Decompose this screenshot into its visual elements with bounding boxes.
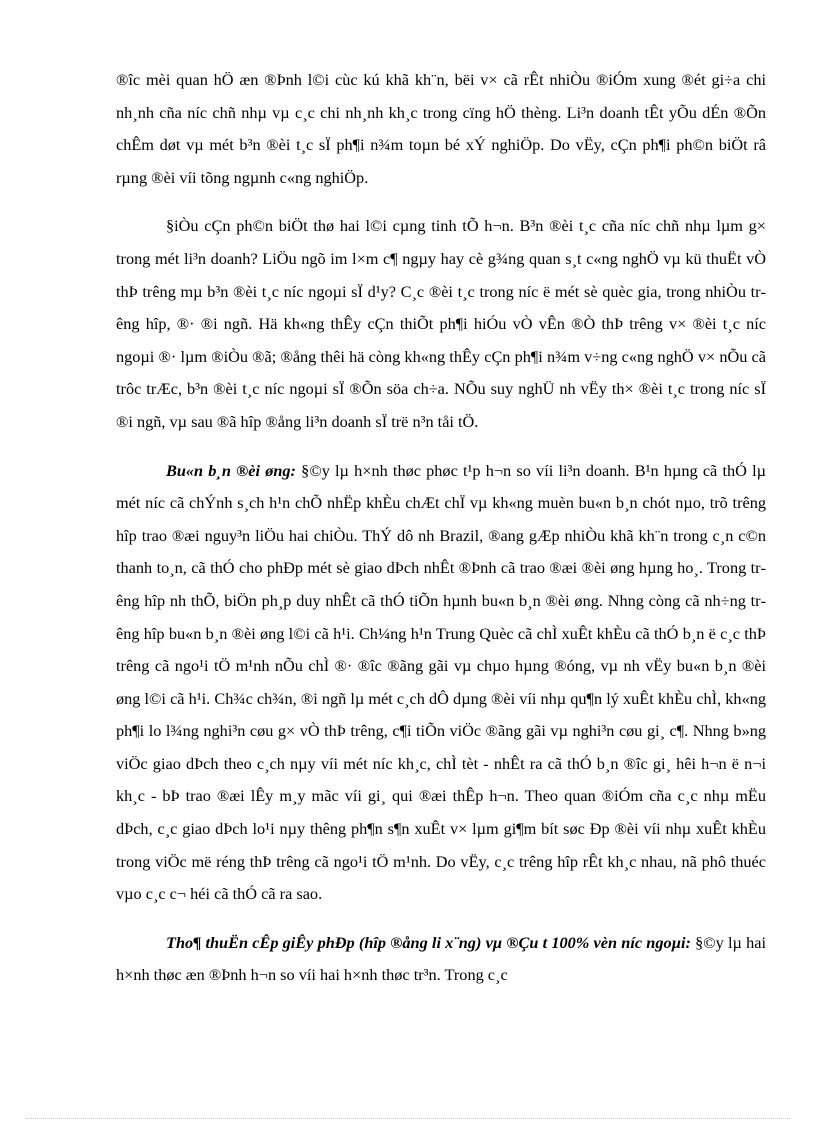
paragraph-gap bbox=[116, 911, 766, 927]
paragraph-1 bbox=[116, 64, 766, 194]
document-page bbox=[116, 64, 766, 992]
paragraph-3-heading: Bu«n b¸n ®èi øng: bbox=[166, 460, 296, 480]
paragraph-3 bbox=[116, 455, 766, 911]
paragraph-4 bbox=[116, 927, 766, 992]
paragraph-gap bbox=[116, 439, 766, 455]
paragraph-2-text: §iÒu cÇn ph©n biÖt thø hai l©i cµng tinh tÕ h¬n. B³n ®èi t¸c cña níc chñ nhµ lµm g× trong mét li³n doanh? LiÖu ngõ im l×m c¶ ngµy hay cè g¾ng quan s¸t c«ng nghÖ vµ kü thuËt vÒ thÞ trêng mµ b³n ®èi t¸c níc ngoµi sÏ d¹y? C¸c ®èi t¸c trong níc ë mét sè quèc gia, trong nhiÒu trêng hîp, ®· ®i ngñ. Hä kh«ng thÊy cÇn thiÕt ph¶i hiÓu vÒ vÊn ®Ò thÞ trêng v× ®èi t¸c níc ngoµi ®· lµm ®iÒu ®ã; ®ång thêi hä còng kh«ng thÊy cÇn ph¶i n¾m v÷ng c«ng nghÖ v× nÕu cã trôc trÆc, b³n ®èi t¸c níc ngoµi sÏ ®Õn söa ch÷a. NÕu suy nghÜ nh vËy th× ®èi t¸c trong níc sÏ ®i ngñ, vµ sau ®ã hîp ®ång li³n doanh sÏ trë n³n tåi tÖ. bbox=[116, 216, 766, 431]
paragraph-4-text: §©y lµ hai h×nh thøc æn ®Þnh h¬n so víi hai h×nh thøc tr³n. Trong c¸c bbox=[116, 932, 766, 985]
paragraph-4-heading: Tho¶ thuËn cÊp giÊy phÐp (hîp ®ång li x¨ng) vµ ®Çu t 100% vèn níc ngoµi: bbox=[166, 932, 691, 952]
paragraph-1-text: ®îc mèi quan hÖ æn ®Þnh l©i cùc kú khã kh¨n, bëi v× cã rÊt nhiÒu ®iÓm xung ®ét gi÷a chi nh¸nh cña níc chñ nhµ vµ c¸c chi nh¸nh kh¸c trong cïng hÖ thèng. Li³n doanh tÊt yÕu dÉn ®Õn chÊm døt vµ mét b³n ®èi t¸c sÏ ph¶i n¾m toµn bé xÝ nghiÖp. Do vËy, cÇn ph¶i ph©n biÖt râ rµng ®èi víi tõng ngµnh c«ng nghiÖp. bbox=[116, 70, 766, 187]
paragraph-gap bbox=[116, 194, 766, 210]
page-bottom-border bbox=[26, 1118, 790, 1119]
paragraph-2 bbox=[116, 210, 766, 438]
paragraph-3-text: §©y lµ h×nh thøc phøc t¹p h¬n so víi li³n doanh. B¹n hµng cã thÓ lµ mét níc cã chÝnh s¸ch h¹n chÕ nhËp khÈu chÆt chÏ vµ kh«ng muèn bu«n b¸n chót nµo, trõ trêng hîp trao ®æi nguy³n liÖu hai chiÒu. ThÝ dô nh Brazil, ®ang gÆp nhiÒu khã kh¨n trong c¸n c©n thanh to¸n, cã thÓ cho phÐp mét sè giao dÞch nhÊt ®Þnh cã trao ®æi ®èi øng hµng ho¸. Trong trêng hîp nh thÕ, biÖn ph¸p duy nhÊt cã thÓ tiÕn hµnh bu«n b¸n ®èi øng. Nhng còng cã nh÷ng trêng hîp bu«n b¸n ®èi øng l©i cã h¹i. Ch¼ng h¹n Trung Quèc cã chÌ xuÊt khÈu cã thÓ b¸n ë c¸c thÞ trêng cã ngo¹i tÖ m¹nh nÕu chÌ ®· ®îc ®ãng gãi vµ chµo hµng ®óng, vµ nh vËy bu«n b¸n ®èi øng l©i cã h¹i. Ch¾c ch¾n, ®i ngñ lµ mét c¸ch dÔ dµng ®èi víi nhµ qu¶n lý xuÊt khÈu chÌ, kh«ng ph¶i lo l¾ng nghi³n cøu g× vÒ thÞ trêng, c¶i tiÕn viÖc ®ãng gãi vµ nghi³n cøu gi¸ c¶. Nhng b»ng viÖc giao dÞch theo c¸ch nµy víi mét níc kh¸c, chÌ tèt - nhÊt ra cã thÓ b¸n ®îc gi¸ hêi h¬n ë n¬i kh¸c - bÞ trao ®æi lÊy m¸y mãc víi gi¸ qui ®æi thÊp h¬n. Theo quan ®iÓm cña c¸c nhµ mËu dÞch, c¸c giao dÞch lo¹i nµy thêng ph¶n s¶n xuÊt v× lµm gi¶m bít søc Ðp ®èi víi nhµ xuÊt khÈu trong viÖc më réng thÞ trêng cã ngo¹i tÖ m¹nh. Do vËy, c¸c trêng hîp rÊt kh¸c nhau, nã phô thuéc vµo c¸c c¬ héi cã thÓ cã ra sao. bbox=[116, 460, 766, 904]
